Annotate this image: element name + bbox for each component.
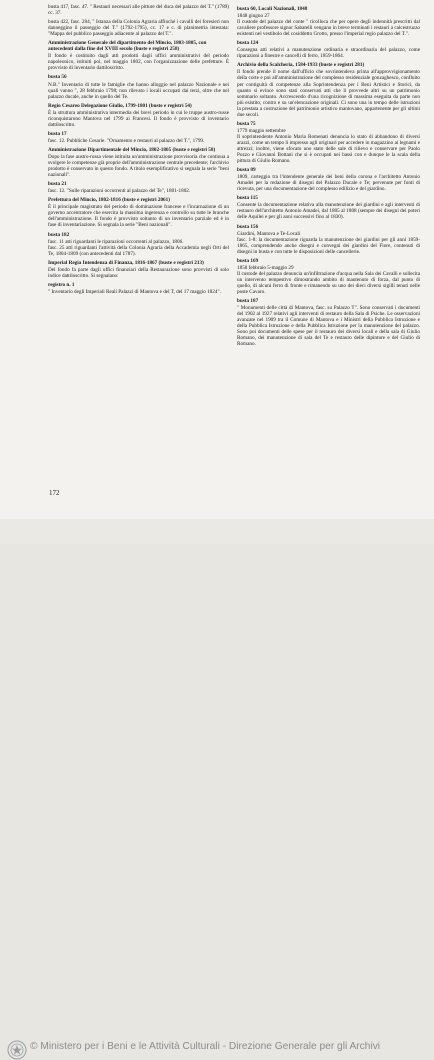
archive-entry xyxy=(48,40,229,71)
entry-heading: registro n. 1 xyxy=(48,281,75,288)
entry-text: Consente la documentazione relativa alla manutenzione dei giardini e agli interventi di restauro dell'architetto Antonio Amadei, dal 1805 al 1808 (sempre dei disegni dei poteri delle Aquilei e per gli anni successivi fino al 1830). xyxy=(237,202,420,221)
entry-text: 1779 maggio settembre Il soprintendente Antonio Maria Romenati denuncia lo stato di abbandono di diversi arazzi, come un tempo li impresso agli originari per accedere in magazzino ai legnami e attrezzi; inoltre, viene sfocato uno stato delle sale di rilievo e conservare per Paolo Pozzo e Giovanni Bottani che si è occupati nei bassi con e dunque le la scala della pittura di Giulio Romano. xyxy=(237,127,420,165)
right-column xyxy=(237,4,420,350)
entry-heading: Amministrazione Dipartimentale del Mincio, 1802-1805 (buste e registri 58) xyxy=(48,146,216,153)
entry-heading: Amministrazione Generale del dipartimento del Mincio, 1803-1805, con antecedenti dalla fine del XVIII secolo (buste e registri 258) xyxy=(48,40,207,53)
entry-heading: Imperial Regia Intendenza di Finanza, 1816-1867 (buste e registri 213) xyxy=(48,259,204,266)
entry-text: N.B." Inventario di tutte le famiglie che hanno alloggio nel palazzo Nazionale e nei quali vanno ", 28 febbraio 1798; non rilevato i locali occupati dai terzi, oltre che nel palazzo ducale, anche in quello del Te. xyxy=(48,81,229,100)
entry-text: busta 417, fasc. 47. " Restauri necessari alle pitture del duca del palazzo del T." (1789) cc. 37. xyxy=(48,4,229,17)
entry-heading: Archivio della Scalcheria, 1584-1933 (buste e registri 281) xyxy=(237,62,365,69)
entry-heading: busta 156 xyxy=(237,223,259,230)
archive-entry xyxy=(48,19,229,37)
archive-entry xyxy=(237,62,420,117)
ministry-seal-icon xyxy=(7,1040,27,1060)
entry-text: Il fondo è costituito dagli atti prodotti dagli uffici amministrativi del periodo napoleonico, istituiti poi, nel maggio 1802, con l'organizzazione delle prefetture. È provvisto di inventario dattiloscritto. xyxy=(48,53,229,72)
archive-entry xyxy=(237,258,420,295)
entry-heading: Prefettura del Mincio, 1802-1816 (buste e registri 2061) xyxy=(48,197,170,204)
entry-text: fasc. 11 atti riguardanti le riparazioni occorrenti al palazzo, 1806. fasc. 25 atti riguardanti l'attività della Colonia Agraria della Accademia negli Orti del Te, 1804-1809 (con antecedenti dal 1787). xyxy=(48,238,229,257)
entry-text: " Inventario degli Imperiali Reali Palazzi di Mantova e del T, del 17 maggio 1824". xyxy=(48,288,221,295)
entry-text: busta 422, fasc. 284, " Istanza della Colonia Agraria affinché i cavalli dei foresieri non danneggino il passeggio del T." (1792-1795), cc. 17 e c. di planimetria intestata: "Mappa del pubblico passeggio adiacente al palazzo del T.". xyxy=(48,19,229,38)
entry-text: Consegna atti relativi a manutenzione ordinaria e straordinaria del palazzo, come riparazioni a finestre e cancelli di ferro, 1859-1864. xyxy=(237,47,420,60)
entry-text: " Monumenti delle città di Mantova, fasc. su Palazzo T". Sono conservati i documenti del 1902 al 1927 relativi agli interventi di restauro della Sala di Psiche. Le osservazioni avanzate nel 1909 tra il Comune di Mantova e i Ministri della Pubblica Istruzione e della Pubblica Istruzione e della Pubblica Istruzione per la manutenzione del palazzo. Sono poi documenti delle spese per il restauro dei diversi locali e della sala di Giulio Romano, dei manutenzione di sala del Te e restauro delle dipinture e del Giulio di Romano. xyxy=(237,305,420,348)
entry-text: 1858 febbraio 5-maggio 29 Il custode del palazzo denuncia un'infiltrazione d'acqua nella Sala dei Cavalli e sollecita un intervento tempestivo dimostrando ambito di mantenuto di forza, dal punto di quello, di alcuni ferro di fronte e rimanendo su uno dei dieci diversi sigilli tenuti nelle poste Cavaro. xyxy=(237,264,420,295)
archive-entry xyxy=(48,103,229,128)
entry-heading: busta 187 xyxy=(237,298,259,305)
entry-text: Dopo la fase austro-russa viene istituita un'amministrazione provvisoria che continua a svolgere le competenze già proprie dell'amministrazione centrale precedente; l'archivio prodotto è conservato in questo fondo. A titolo esemplificativo si segnala la serie "beni nazionali". xyxy=(48,153,229,179)
archive-entry xyxy=(48,131,229,144)
archive-entry xyxy=(48,260,229,279)
entry-heading: busta 124 xyxy=(237,40,259,47)
entry-text: fasc. 12. "Sulle riparazioni occorrenti al palazzo del Te", 1801-1802. xyxy=(48,188,191,195)
archive-entry xyxy=(237,121,420,164)
archive-entry xyxy=(237,167,420,192)
entry-heading: busta 21 xyxy=(48,181,67,188)
archive-entry xyxy=(237,6,420,37)
copyright-footer xyxy=(0,519,434,1052)
entry-text: Il fondo prende il nome dall'ufficio che sovrintendeva prima all'approvvigionamento della corte e poi all'amministrazione del complesso residenziale gonzaghesco, confluito per contiguità di competenze alla Soprintendenza per i Beni Artistici e Storici, da quanto si evince sono stati conservati atti che li provvede altri su un patrimonio sommario soltanto. Accrescendo d'una ricognizione di massima eseguita da parte non più esistito, contro e su un'elencazione originali. Ci sono una in tempo delle istruzioni la prestata a costruzione del patrimonio artistico mantovano, appartenente per gli ultimi due secoli. xyxy=(237,69,420,118)
archive-entry xyxy=(48,197,229,228)
archive-entry xyxy=(48,147,229,178)
entry-text: È il principale magistrato del periodo di dominazione francese e l'incarnazione di un governo accentratore che esercita la massima ingerenza e controllo su tutte le branche dell'amministrazione. Il fondo è provvisto soltanto di un inventario parziale ed è in fase di inventariazione. Si segnala la serie "Beni nazionali". xyxy=(48,204,229,229)
entry-text: 1809, carteggio tra l'intendente generale dei beni della corona e l'architetto Antonio Amadei per la redazione di disegni del Palazzo Ducale e Te; pervenute per fonti di ricevuta, per una documentazione del complesso edilizio e del giardino. xyxy=(237,174,420,193)
entry-text: È la struttura amministrativa intermedia dei brevi periodo in cui le truppe austro-russe riconquistarono Mantova nel 1799 ai Francesi. Il fondo è provvisto di inventario dattiloscritto. xyxy=(48,109,229,128)
entry-heading: busta 17 xyxy=(48,130,67,137)
archive-entry xyxy=(237,298,420,347)
entry-heading: busta 115 xyxy=(237,195,258,202)
entry-heading: busta 60, Locali Nazionali, 1848 xyxy=(237,6,308,12)
entry-heading: busta 75 xyxy=(237,120,256,127)
entry-heading: busta 89 xyxy=(237,167,256,174)
archive-entry xyxy=(48,282,229,295)
archive-entry xyxy=(237,40,420,59)
archive-entry xyxy=(237,195,420,220)
entry-text: Del fondo fa parte dagli uffici finanziari della Restaurazione sono provvisti di solo indice dattiloscritto. Si segnalano: xyxy=(48,266,229,279)
archive-entry xyxy=(48,4,229,16)
entry-heading: busta 56 xyxy=(48,74,67,81)
archive-entry xyxy=(48,74,229,99)
page-number: 172 xyxy=(49,489,60,497)
archive-entry xyxy=(237,224,420,255)
copyright-text: © Ministero per i Beni e le Attività Culturali - Direzione Generale per gli Archivi xyxy=(30,1041,381,1052)
entry-text: Giardini, Mantova e Te-Locali fasc. 1-8: la documentazione riguarda la manutenzione dei giardini per gli anni 1859-1865, comprendendo anche disegni e convegni dei giardini del Fiore, contenuti di disegni in busta e con tutte le disposizioni delle cancellerie. xyxy=(237,230,420,255)
entry-heading: busta 182 xyxy=(48,231,70,238)
archive-entry xyxy=(48,181,229,194)
archive-entry xyxy=(48,232,229,257)
entry-text: fasc. 12. Pubbliche Cesarie. "Ornamento e restauri al palazzo del T.", 1799. xyxy=(48,137,205,144)
entry-text: 1848 giugno 27 Il custode del palazzo del conte " ricolloca che per opere degli indennità prescritti dal cavaliere professore signor Sabatelli vengano in breve terminati i restauri a calcestruzzo esistenti nel vestibolo del cosiddetto Grotto, presso l'imperial regio palazzo del T.". xyxy=(237,13,420,38)
entry-heading: Regio Cesareo Delegazione Giulio, 1799-1801 (buste e registri 54) xyxy=(48,102,192,109)
left-column xyxy=(48,4,229,298)
entry-heading: busta 169 xyxy=(237,257,259,264)
